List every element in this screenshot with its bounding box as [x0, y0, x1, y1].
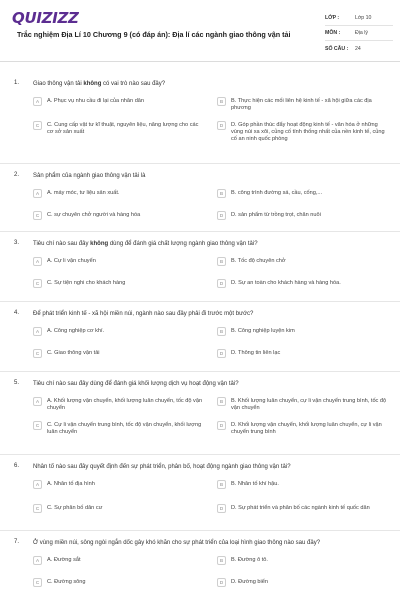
answer-option-c[interactable] — [33, 211, 205, 220]
option-text: A. Nhân tố địa hình — [47, 481, 95, 487]
option-text: B. công trình đường sá, cầu, cống,... — [231, 190, 323, 196]
option-text: B. Thực hiện các mối liên hệ kinh tế - xã hội giữa các địa phương — [231, 98, 372, 111]
question-text-part: Nhân tố nào sau đây quyết định đến sự phát triển, phân bố, hoạt động ngành giao thông vận tải? — [33, 464, 291, 470]
option-letter-badge: B — [217, 327, 226, 336]
option-letter-badge: A — [33, 189, 42, 198]
question-divider — [0, 530, 400, 531]
question-text-part: Tiêu chí nào sau đây dùng để đánh giá khối lượng dịch vụ hoạt động vận tải? — [33, 381, 239, 387]
question-text — [33, 463, 383, 471]
meta-value: Địa lý — [355, 30, 368, 36]
question-number: 3. — [14, 240, 20, 246]
answer-option-c[interactable] — [33, 121, 205, 136]
answer-option-c[interactable] — [33, 504, 205, 513]
answer-option-d[interactable] — [217, 211, 389, 220]
option-letter-badge: C — [33, 211, 42, 220]
question-text — [33, 380, 383, 388]
option-text: C. Sự tiện nghi cho khách hàng — [47, 280, 126, 286]
answer-option-a[interactable] — [33, 556, 205, 565]
question-number: 2. — [14, 172, 20, 178]
quizizz-logo[interactable]: QUIZIZZ — [12, 9, 79, 27]
option-letter-badge: D — [217, 504, 226, 513]
option-letter-badge: D — [217, 211, 226, 220]
question-number: 1. — [14, 80, 20, 86]
answer-option-b[interactable] — [217, 327, 389, 336]
answer-option-a[interactable] — [33, 189, 205, 198]
page-header — [0, 0, 400, 62]
option-letter-badge: B — [217, 480, 226, 489]
answer-option-c[interactable] — [33, 279, 205, 288]
answer-option-d[interactable] — [217, 421, 389, 436]
option-text: C. sự chuyên chở người và hàng hóa — [47, 212, 141, 218]
meta-value: Lớp 10 — [355, 15, 372, 21]
option-letter-badge: C — [33, 349, 42, 358]
option-letter-badge: B — [217, 397, 226, 406]
answer-option-d[interactable] — [217, 121, 389, 143]
meta-label: MÔN : — [325, 30, 341, 36]
question-text — [33, 80, 383, 88]
option-text: C. Cự li vận chuyển trung bình, tốc độ vận chuyển, khối lượng luân chuyển — [47, 422, 202, 435]
option-letter-badge: A — [33, 397, 42, 406]
question-text-part: có vai trò nào sau đây? — [101, 81, 166, 87]
question-text-part: Tiêu chí nào sau đây — [33, 241, 91, 247]
question-text-part: Ở vùng miền núi, sông ngòi ngắn dốc gây khó khăn cho sự phát triển của loại hình giao thông nào sau đây? — [33, 540, 321, 546]
option-letter-badge: C — [33, 421, 42, 430]
option-letter-badge: B — [217, 189, 226, 198]
question-number: 5. — [14, 380, 20, 386]
option-text: C. Sự phân bố dân cư — [47, 505, 103, 511]
option-letter-badge: D — [217, 421, 226, 430]
question-text — [33, 539, 383, 547]
option-letter-badge: A — [33, 480, 42, 489]
option-letter-badge: B — [217, 556, 226, 565]
option-text: A. Khối lượng vận chuyển, khối lượng luân chuyển, tốc độ vận chuyển — [47, 398, 203, 411]
page-title: Trắc nghiệm Địa Lí 10 Chương 9 (có đáp án): Địa lí các ngành giao thông vận tải — [17, 30, 291, 39]
quiz-meta — [325, 11, 393, 56]
option-letter-badge: D — [217, 349, 226, 358]
answer-option-a[interactable] — [33, 480, 205, 489]
option-text: B. Đường ô tô. — [231, 557, 268, 563]
question-number: 7. — [14, 539, 20, 545]
meta-subject — [325, 26, 393, 41]
option-text: B. Công nghiệp luyện kim — [231, 328, 295, 334]
option-text: A. máy móc, tư liệu sản xuất. — [47, 190, 120, 196]
option-letter-badge: A — [33, 257, 42, 266]
option-text: A. Công nghiệp cơ khí. — [47, 328, 105, 334]
option-letter-badge: A — [33, 327, 42, 336]
question-text — [33, 310, 383, 318]
answer-option-b[interactable] — [217, 556, 389, 565]
option-text: D. Đường biển — [231, 579, 268, 585]
option-letter-badge: A — [33, 556, 42, 565]
option-text: C. Giao thông vận tải — [47, 350, 100, 356]
question-divider — [0, 301, 400, 302]
question-text-emphasis: không — [83, 81, 102, 87]
question-text-part: Để phát triển kinh tế - xã hội miền núi, ngành nào sau đây phải đi trước một bước? — [33, 311, 254, 317]
meta-question-count — [325, 41, 393, 56]
option-text: A. Cự li vận chuyển — [47, 258, 96, 264]
option-text: B. Tốc độ chuyên chở — [231, 258, 286, 264]
option-letter-badge: C — [33, 279, 42, 288]
meta-class — [325, 11, 393, 26]
option-letter-badge: C — [33, 578, 42, 587]
question-divider — [0, 454, 400, 455]
question-number: 4. — [14, 310, 20, 316]
option-letter-badge: D — [217, 279, 226, 288]
option-letter-badge: C — [33, 504, 42, 513]
option-text: D. Góp phần thúc đẩy hoạt động kinh tế - văn hóa ở những vùng núi xa xôi, củng cố tính thống nhất của nền kinh tế, củng cố an ninh quốc phòng — [231, 122, 385, 142]
question-divider — [0, 163, 400, 164]
answer-option-c[interactable] — [33, 349, 205, 358]
option-letter-badge: B — [217, 97, 226, 106]
question-text-part: Giao thông vận tải — [33, 81, 84, 87]
option-letter-badge: B — [217, 257, 226, 266]
question-text — [33, 172, 383, 180]
answer-option-c[interactable] — [33, 578, 205, 587]
question-text — [33, 240, 383, 248]
answer-option-a[interactable] — [33, 327, 205, 336]
answer-option-d[interactable] — [217, 279, 389, 288]
answer-option-b[interactable] — [217, 480, 389, 489]
option-letter-badge: D — [217, 121, 226, 130]
option-text: D. Sự phát triển và phân bố các ngành kinh tế quốc dân — [231, 505, 370, 511]
meta-label: SỐ CÂU : — [325, 45, 349, 52]
option-text: A. Đường sắt — [47, 557, 81, 563]
option-text: D. Thông tin liên lạc — [231, 350, 281, 356]
answer-option-c[interactable] — [33, 421, 205, 436]
question-divider — [0, 231, 400, 232]
option-letter-badge: A — [33, 97, 42, 106]
option-text: B. Nhân tố khí hậu. — [231, 481, 279, 487]
option-letter-badge: C — [33, 121, 42, 130]
answer-option-d[interactable] — [217, 504, 389, 513]
option-text: A. Phục vụ nhu cầu đi lại của nhân dân — [47, 98, 145, 104]
question-number: 6. — [14, 463, 20, 469]
option-text: D. Khối lượng vận chuyển, khối lượng luân chuyển, cự li vận chuyển trung bình — [231, 422, 382, 435]
meta-label: LỚP : — [325, 15, 340, 21]
option-text: C. Cung cấp vật tư kĩ thuật, nguyên liệu, năng lượng cho các cơ sở sản xuất — [47, 122, 199, 135]
option-letter-badge: D — [217, 578, 226, 587]
answer-option-a[interactable] — [33, 397, 205, 412]
answer-option-a[interactable] — [33, 257, 205, 266]
option-text: D. sản phẩm từ trồng trọt, chăn nuôi — [231, 212, 321, 218]
question-text-part: Sản phẩm của ngành giao thông vận tải là — [33, 173, 146, 179]
question-text-part: dùng để đánh giá chất lượng ngành giao thông vận tải? — [108, 241, 258, 247]
answer-option-b[interactable] — [217, 189, 389, 198]
answer-option-b[interactable] — [217, 257, 389, 266]
answer-option-d[interactable] — [217, 578, 389, 587]
meta-value: 24 — [355, 45, 361, 52]
answer-option-b[interactable] — [217, 397, 389, 412]
answer-option-d[interactable] — [217, 349, 389, 358]
answer-option-b[interactable] — [217, 97, 389, 112]
question-text-emphasis: không — [90, 241, 109, 247]
option-text: B. Khối lượng luân chuyển, cự li vận chuyển trung bình, tốc độ vận chuyển — [231, 398, 387, 411]
question-divider — [0, 371, 400, 372]
option-text: D. Sự an toàn cho khách hàng và hàng hóa. — [231, 280, 341, 286]
answer-option-a[interactable] — [33, 97, 205, 106]
option-text: C. Đường sông — [47, 579, 86, 585]
